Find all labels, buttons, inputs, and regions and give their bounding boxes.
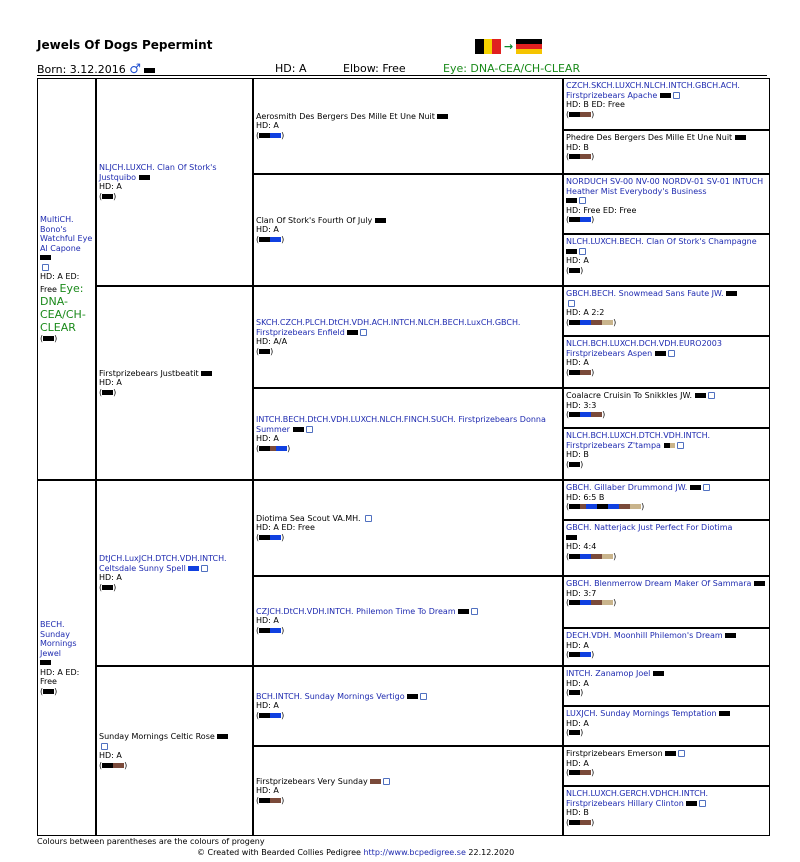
hd-value: HD: A <box>99 182 122 191</box>
ancestor-cell-g3 <box>253 480 563 576</box>
hd-value: HD: A/A <box>256 337 288 346</box>
ancestor-name[interactable]: LUXJCH. Sunday Mornings Temptation <box>566 709 717 718</box>
progeny-colors: ( ) <box>566 688 584 697</box>
pedigree-table <box>37 78 770 836</box>
male-icon: ♂ <box>129 62 141 77</box>
photo-icon[interactable] <box>699 800 706 807</box>
progeny-colors: ( ) <box>566 502 645 511</box>
ancestor-name[interactable]: INTCH.BECH.DtCH.VDH.LUXCH.NLCH.FINCH.SUCH. Firstprizebears Donna Summer <box>256 415 546 434</box>
ancestor-cell-g4 <box>563 286 770 336</box>
paternal-granddam-cell <box>96 286 253 480</box>
hd-value: HD: A <box>566 256 589 265</box>
ancestor-name[interactable]: Coalacre Cruisin To Snikkles JW. <box>566 391 693 400</box>
credit-text: © Created with Bearded Collies Pedigree <box>197 848 361 857</box>
hd-value: HD: A 2:2 <box>566 308 605 317</box>
photo-icon[interactable] <box>471 608 478 615</box>
photo-icon[interactable] <box>678 750 685 757</box>
hd-value: HD: A <box>256 434 279 443</box>
progeny-colors: ( ) <box>566 109 595 119</box>
progeny-colors: ( ) <box>99 191 117 201</box>
progeny-colors: ( ) <box>566 768 595 777</box>
hd-value: HD: B <box>566 808 589 817</box>
ancestor-name[interactable]: INTCH. Zanamop Joel <box>566 669 651 678</box>
hd-value: HD: B ED: Free <box>566 100 625 109</box>
dam-progeny-colors: ( ) <box>40 686 58 696</box>
ancestor-cell-g4 <box>563 746 770 786</box>
hd-value: HD: A <box>99 378 122 388</box>
ancestor-name[interactable]: GBCH. Blenmerrow Dream Maker Of Sammara <box>566 579 752 588</box>
progeny-colors: ( ) <box>566 265 584 275</box>
progeny-colors: ( ) <box>566 410 606 419</box>
progeny-colors: ( ) <box>256 346 274 356</box>
progeny-colors: ( ) <box>566 367 595 377</box>
ancestor-name[interactable]: GBCH. Natterjack Just Perfect For Diotima <box>566 523 733 532</box>
arrow-right-icon: → <box>504 39 514 53</box>
dam-hd: HD: A ED: <box>40 667 80 677</box>
progeny-colors: ( ) <box>566 459 584 469</box>
photo-icon[interactable] <box>673 92 680 99</box>
photo-icon[interactable] <box>579 197 586 204</box>
progeny-colors: ( ) <box>566 215 595 224</box>
progeny-colors: ( ) <box>566 152 595 161</box>
photo-icon[interactable] <box>101 743 108 750</box>
granddam-name[interactable]: Firstprizebears Justbeatit <box>99 368 199 378</box>
credit-date: 22.12.2020 <box>468 848 515 857</box>
photo-icon[interactable] <box>306 426 313 433</box>
ancestor-name[interactable]: NLCH.LUXCH.GERCH.VDHCH.INTCH. Firstprizebears Hillary Clinton <box>566 789 709 808</box>
ancestor-name[interactable]: DECH.VDH. Moonhill Philemon's Dream <box>566 631 723 640</box>
hd-value: HD: A <box>256 616 279 626</box>
photo-icon[interactable] <box>365 515 372 522</box>
progeny-colors: ( ) <box>256 532 285 542</box>
progeny-colors: ( ) <box>256 130 285 140</box>
ancestor-name[interactable]: CZJCH.DtCH.VDH.INTCH. Philemon Time To Dream <box>256 606 456 616</box>
photo-icon[interactable] <box>360 329 367 336</box>
eye-result: Eye: DNA-CEA/CH-CLEAR <box>443 62 581 75</box>
progeny-colors: ( ) <box>566 650 595 659</box>
hd-value: HD: B <box>566 142 589 152</box>
progeny-colors: ( ) <box>99 760 128 770</box>
maternal-granddam-cell <box>96 666 253 836</box>
progeny-colors: ( ) <box>256 795 285 805</box>
hd-value: HD: A <box>256 225 279 235</box>
elbow-result: Elbow: Free <box>343 62 406 75</box>
hd-value: HD: A <box>566 678 589 688</box>
country-flags <box>475 38 542 54</box>
hd-value: HD: A <box>99 573 122 582</box>
photo-icon[interactable] <box>708 392 715 399</box>
hd-value: HD: 3:7 <box>566 588 597 598</box>
dog-name-title: Jewels Of Dogs Pepermint <box>37 38 213 52</box>
maternal-grandsire-cell <box>96 480 253 666</box>
hd-value: HD: 3:3 <box>566 400 597 410</box>
ancestor-cell-g4 <box>563 388 770 428</box>
ancestor-name[interactable]: Firstprizebears Very Sunday <box>256 776 368 786</box>
photo-icon[interactable] <box>420 693 427 700</box>
ancestor-cell-g4 <box>563 78 770 130</box>
ancestor-name[interactable]: SKCH.CZCH.PLCH.DtCH.VDH.ACH.INTCH.NLCH.BECH.LuxCH.GBCH. Firstprizebears Enfield <box>256 318 521 337</box>
credit-link[interactable]: http://www.bcpedigree.se <box>363 848 466 857</box>
ancestor-cell-g4 <box>563 576 770 628</box>
hd-value: HD: A <box>99 751 122 760</box>
photo-icon[interactable] <box>42 264 49 271</box>
hd-value: HD: A <box>256 121 279 131</box>
hd-result: HD: A <box>275 62 307 75</box>
photo-icon[interactable] <box>703 484 710 491</box>
photo-icon[interactable] <box>579 248 586 255</box>
dam-ed: Free <box>40 677 57 686</box>
photo-icon[interactable] <box>201 565 208 572</box>
paternal-grandsire-cell <box>96 78 253 286</box>
hd-value: HD: B <box>566 450 589 459</box>
ancestor-cell-g3 <box>253 174 563 286</box>
header-divider <box>37 75 767 76</box>
ancestor-name[interactable]: Diotima Sea Scout VA.MH. <box>256 513 361 523</box>
ancestor-cell-g4 <box>563 428 770 480</box>
sire-eye: Eye: DNA-CEA/CH-CLEAR <box>40 281 86 334</box>
ancestor-cell-g4 <box>563 666 770 706</box>
ancestor-cell-g4 <box>563 130 770 174</box>
ancestor-name[interactable]: BCH.INTCH. Sunday Mornings Vertigo <box>256 691 405 701</box>
sire-name[interactable]: MultiCH. Bono's Watchful Eye Al Capone <box>40 215 93 253</box>
hd-value: HD: A <box>256 786 279 796</box>
ancestor-name[interactable]: Clan Of Stork's Fourth Of July <box>256 215 373 225</box>
ancestor-name[interactable]: NLCH.BCH.LUXCH.DCH.VDH.EURO2003 Firstprizebears Aspen <box>566 339 722 358</box>
progeny-colors: ( ) <box>566 728 584 737</box>
grandsire-name[interactable]: NLJCH.LUXCH. Clan Of Stork's Justquibo <box>99 163 217 182</box>
hd-value: HD: A <box>566 758 589 768</box>
born-date: Born: 3.12.2016 <box>37 63 126 76</box>
progeny-colors: ( ) <box>566 551 617 561</box>
ancestor-cell-g4 <box>563 628 770 666</box>
granddam-name[interactable]: Sunday Mornings Celtic Rose <box>99 732 215 741</box>
hd-value: HD: A <box>566 358 589 367</box>
ancestor-name[interactable]: Aerosmith Des Bergers Des Mille Et Une Nuit <box>256 111 435 121</box>
hd-value: HD: A <box>566 640 589 650</box>
ancestor-name[interactable]: Firstprizebears Emerson <box>566 749 663 758</box>
ancestor-cell-g3 <box>253 78 563 174</box>
ancestor-name[interactable]: GBCH.BECH. Snowmead Sans Faute JW. <box>566 289 724 298</box>
dam-name[interactable]: BECH. Sunday Mornings Jewel <box>40 620 77 658</box>
ancestor-cell-g4 <box>563 520 770 576</box>
ancestor-cell-g3 <box>253 666 563 746</box>
ancestor-cell-g4 <box>563 336 770 388</box>
progeny-colors: ( ) <box>256 234 285 244</box>
sire-cell <box>37 78 96 480</box>
progeny-colors: ( ) <box>256 443 291 453</box>
photo-icon[interactable] <box>568 300 575 307</box>
photo-icon[interactable] <box>668 350 675 357</box>
ancestor-name[interactable]: NLCH.LUXCH.BECH. Clan Of Stork's Champagne <box>566 237 757 246</box>
ancestor-cell-g4 <box>563 706 770 746</box>
progeny-colors-note: Colours between parentheses are the colours of progeny <box>37 837 265 846</box>
progeny-colors: ( ) <box>256 710 285 720</box>
progeny-colors: ( ) <box>566 817 595 827</box>
hd-value: HD: 4:4 <box>566 542 597 551</box>
photo-icon[interactable] <box>383 778 390 785</box>
ancestor-cell-g3 <box>253 286 563 388</box>
ancestor-cell-g4 <box>563 234 770 286</box>
progeny-colors: ( ) <box>566 598 617 607</box>
ancestor-cell-g4 <box>563 174 770 234</box>
hd-value: HD: Free ED: Free <box>566 205 637 215</box>
sire-ed: Free <box>40 284 57 294</box>
photo-icon[interactable] <box>677 442 684 449</box>
color-swatch <box>40 660 51 665</box>
hd-value: HD: A <box>256 701 279 711</box>
hd-value: HD: 6:5 B <box>566 492 605 502</box>
ancestor-name[interactable]: Phedre Des Bergers Des Mille Et Une Nuit <box>566 133 733 142</box>
grandsire-name[interactable]: DtJCH.LuxJCH.DTCH.VDH.INTCH. Celtsdale Sunny Spell <box>99 554 227 573</box>
dam-cell <box>37 480 96 836</box>
ancestor-cell-g3 <box>253 746 563 836</box>
belgium-flag-icon <box>475 39 501 54</box>
ancestor-cell-g4 <box>563 786 770 836</box>
progeny-colors: ( ) <box>99 387 117 397</box>
ancestor-name[interactable]: CZCH.SKCH.LUXCH.NLCH.INTCH.GBCH.ACH. Firstprizebears Apache <box>566 81 740 100</box>
ancestor-name[interactable]: NLCH.BCH.LUXCH.DTCH.VDH.INTCH. Firstprizebears Z'tampa <box>566 431 711 450</box>
hd-value: HD: A <box>566 718 589 728</box>
germany-flag-icon <box>516 39 542 54</box>
ancestor-name[interactable]: NORDUCH SV-00 NV-00 NORDV-01 SV-01 INTUCH Heather Mist Everybody's Business <box>566 177 764 196</box>
ancestor-cell-g4 <box>563 480 770 520</box>
color-swatch-black <box>144 68 155 73</box>
sire-progeny-colors: ( ) <box>40 333 58 343</box>
credit-line <box>197 848 514 857</box>
hd-value: HD: A ED: Free <box>256 523 315 533</box>
ancestor-name[interactable]: GBCH. Gillaber Drummond JW. <box>566 483 688 492</box>
ancestor-cell-g3 <box>253 576 563 666</box>
color-swatch <box>40 255 51 260</box>
progeny-colors: ( ) <box>99 582 117 592</box>
progeny-colors: ( ) <box>566 317 617 327</box>
ancestor-cell-g3 <box>253 388 563 480</box>
progeny-colors: ( ) <box>256 625 285 635</box>
sire-hd: HD: A ED: <box>40 272 80 281</box>
